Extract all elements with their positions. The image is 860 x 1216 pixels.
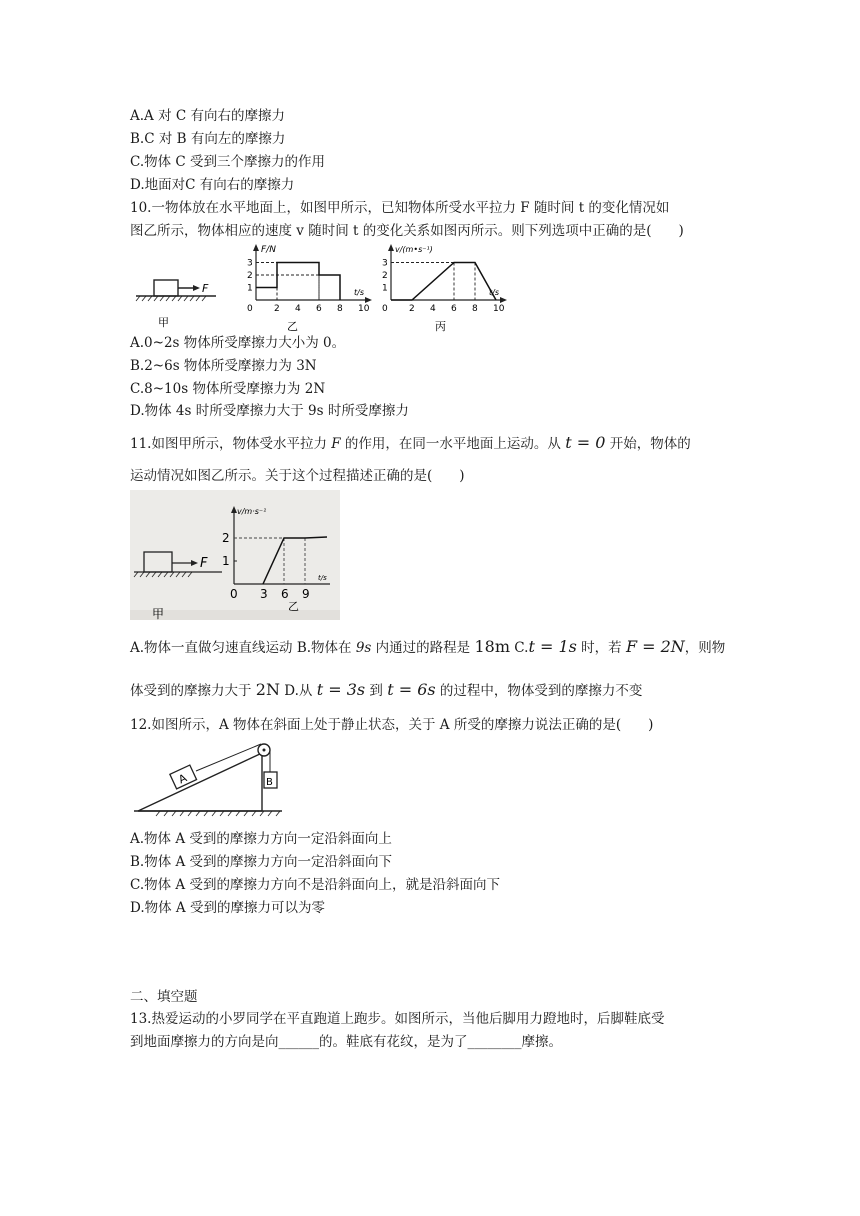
fig-label-bing: 丙 xyxy=(435,320,446,332)
y-axis-label: F/N xyxy=(261,245,276,255)
q11-option-formula: 18m xyxy=(474,637,510,656)
x-tick-label: 2 xyxy=(409,304,415,314)
x-axis-label: t/s xyxy=(489,288,499,297)
y-axis-arrow xyxy=(253,244,259,251)
q11-option-formula: t = 1s xyxy=(528,637,577,656)
q12-stem: 12.如图所示，A 物体在斜面上处于静止状态，关于 A 所受的摩擦力说法正确的是( ) xyxy=(130,717,654,733)
series-line xyxy=(256,263,340,301)
q9-option-a: A.A 对 C 有向右的摩擦力 xyxy=(130,108,285,124)
q11-stem-line1 xyxy=(130,433,691,454)
q10-option-c: C.8~10s 物体所受摩擦力为 2N xyxy=(130,381,326,397)
q10-option-d: D.物体 4s 时所受摩擦力大于 9s 时所受摩擦力 xyxy=(130,403,409,419)
q12-option-c: C.物体 A 受到的摩擦力方向不是沿斜面向上，就是沿斜面向下 xyxy=(130,877,500,893)
force-label: F xyxy=(202,282,209,295)
q11-stem-line2: 运动情况如图乙所示。关于这个过程描述正确的是( ) xyxy=(130,468,465,484)
q10-figure-jia xyxy=(130,250,240,330)
y-tick-label: 1 xyxy=(247,283,253,294)
x-tick-label: 2 xyxy=(274,304,280,314)
q11-option-formula: 9s xyxy=(355,640,372,656)
x-tick-label: 6 xyxy=(281,587,289,601)
q9-option-c: C.物体 C 受到三个摩擦力的作用 xyxy=(130,154,326,170)
q10-chart-yi xyxy=(240,240,375,332)
ground-hatching xyxy=(136,296,206,301)
x-tick-label: 10 xyxy=(358,304,370,314)
section-title: 二、填空题 xyxy=(130,989,198,1005)
ground-hatching xyxy=(156,811,280,816)
q13-line1: 13.热爱运动的小罗同学在平直跑道上跑步。如图所示，当他后脚用力蹬地时，后脚鞋底受 xyxy=(130,1011,665,1027)
force-label: F xyxy=(200,556,208,571)
x-tick-label: 3 xyxy=(260,587,268,601)
y-axis-label: v/(m•s⁻¹) xyxy=(395,245,433,254)
x-axis-arrow xyxy=(365,297,372,303)
q12-option-a: A.物体 A 受到的摩擦力方向一定沿斜面向上 xyxy=(130,831,392,847)
y-tick-label: 3 xyxy=(247,258,253,269)
q11-option-text: D.从 xyxy=(279,683,317,699)
q13-line2: 到地面摩擦力的方向是向______的。鞋底有花纹，是为了________摩擦。 xyxy=(130,1034,562,1050)
q11-options-line2 xyxy=(130,680,642,701)
y-axis-label: v/m·s⁻¹ xyxy=(237,507,267,516)
q11-option-text: A.物体一直做匀速直线运动 B.物体在 xyxy=(130,640,356,656)
q11-option-text: 体受到的摩擦力大于 xyxy=(130,683,256,699)
block-a-label: A xyxy=(176,771,189,787)
q11-option-formula: t = 6s xyxy=(387,680,436,699)
q11-stem-part: 11.如图甲所示，物体受水平拉力 xyxy=(130,436,332,452)
fig-label-jia: 甲 xyxy=(158,316,169,329)
series-line xyxy=(391,263,496,301)
q10-option-b: B.2~6s 物体所受摩擦力为 3N xyxy=(130,358,317,374)
q11-option-text: 时，若 xyxy=(576,640,626,656)
q10-stem-line1: 10.一物体放在水平地面上，如图甲所示，已知物体所受水平拉力 F 随时间 t 的变化情况如 xyxy=(130,200,670,216)
x-tick-label: 8 xyxy=(337,304,343,314)
x-axis-label: t/s xyxy=(354,288,364,297)
q11-options-line1 xyxy=(130,637,725,658)
y-tick-label: 3 xyxy=(382,258,388,269)
q11-option-formula: t = 3s xyxy=(316,680,366,699)
x-tick-label: 6 xyxy=(316,304,322,314)
y-tick-label: 1 xyxy=(382,283,388,294)
fig-label-yi: 乙 xyxy=(288,600,299,613)
q11-option-text: ，则物 xyxy=(684,640,726,656)
origin-label: 0 xyxy=(382,304,388,314)
pulley-axle xyxy=(263,749,266,752)
y-tick-label: 2 xyxy=(382,271,388,281)
x-tick-label: 10 xyxy=(493,304,505,314)
fig-label-yi: 乙 xyxy=(287,320,298,332)
force-arrowhead xyxy=(193,285,200,291)
q12-option-d: D.物体 A 受到的摩擦力可以为零 xyxy=(130,900,325,916)
fig-label-jia: 甲 xyxy=(152,607,165,620)
q12-incline-figure xyxy=(130,735,290,825)
x-tick-label: 9 xyxy=(302,587,310,601)
q11-option-text: 的过程中，物体受到的摩擦力不变 xyxy=(435,683,643,699)
q11-option-formula: 2N xyxy=(255,680,280,699)
x-axis-label: t/s xyxy=(318,574,327,582)
x-axis-arrow xyxy=(500,297,507,303)
y-axis-arrow xyxy=(388,244,394,251)
q11-stem-part: 开始，物体的 xyxy=(605,436,691,452)
q11-option-formula: F = 2N xyxy=(625,637,685,656)
q11-stem-part: 的作用，在同一水平地面上运动。从 xyxy=(340,436,566,452)
block-b-label: B xyxy=(266,777,273,788)
y-tick-label: 2 xyxy=(222,531,230,545)
x-tick-label: 0 xyxy=(230,587,238,601)
x-tick-label: 8 xyxy=(472,304,478,314)
q11-option-text: C. xyxy=(510,640,529,656)
incline-wedge xyxy=(138,753,262,811)
q11-stem-symbol-f: F xyxy=(331,436,341,452)
q11-option-text: 到 xyxy=(365,683,388,699)
y-tick-label: 1 xyxy=(222,554,230,568)
q12-option-b: B.物体 A 受到的摩擦力方向一定沿斜面向下 xyxy=(130,854,393,870)
q9-option-d: D.地面对C 有向右的摩擦力 xyxy=(130,177,295,193)
origin-label: 0 xyxy=(247,304,253,314)
y-tick-label: 2 xyxy=(247,271,253,281)
q10-stem-line2: 图乙所示，物体相应的速度 v 随时间 t 的变化关系如图丙所示。则下列选项中正确的是( ) xyxy=(130,223,684,239)
x-tick-label: 4 xyxy=(430,304,436,314)
block-shape xyxy=(154,280,178,296)
q11-stem-formula: t = 0 xyxy=(565,433,606,452)
q9-option-b: B.C 对 B 有向左的摩擦力 xyxy=(130,131,286,147)
q10-option-a: A.0~2s 物体所受摩擦力大小为 0。 xyxy=(130,335,346,351)
q11-option-text: 内通过的路程是 xyxy=(371,640,475,656)
x-tick-label: 4 xyxy=(295,304,301,314)
q11-figure xyxy=(130,490,340,620)
q10-chart-bing xyxy=(375,240,510,332)
x-tick-label: 6 xyxy=(451,304,457,314)
